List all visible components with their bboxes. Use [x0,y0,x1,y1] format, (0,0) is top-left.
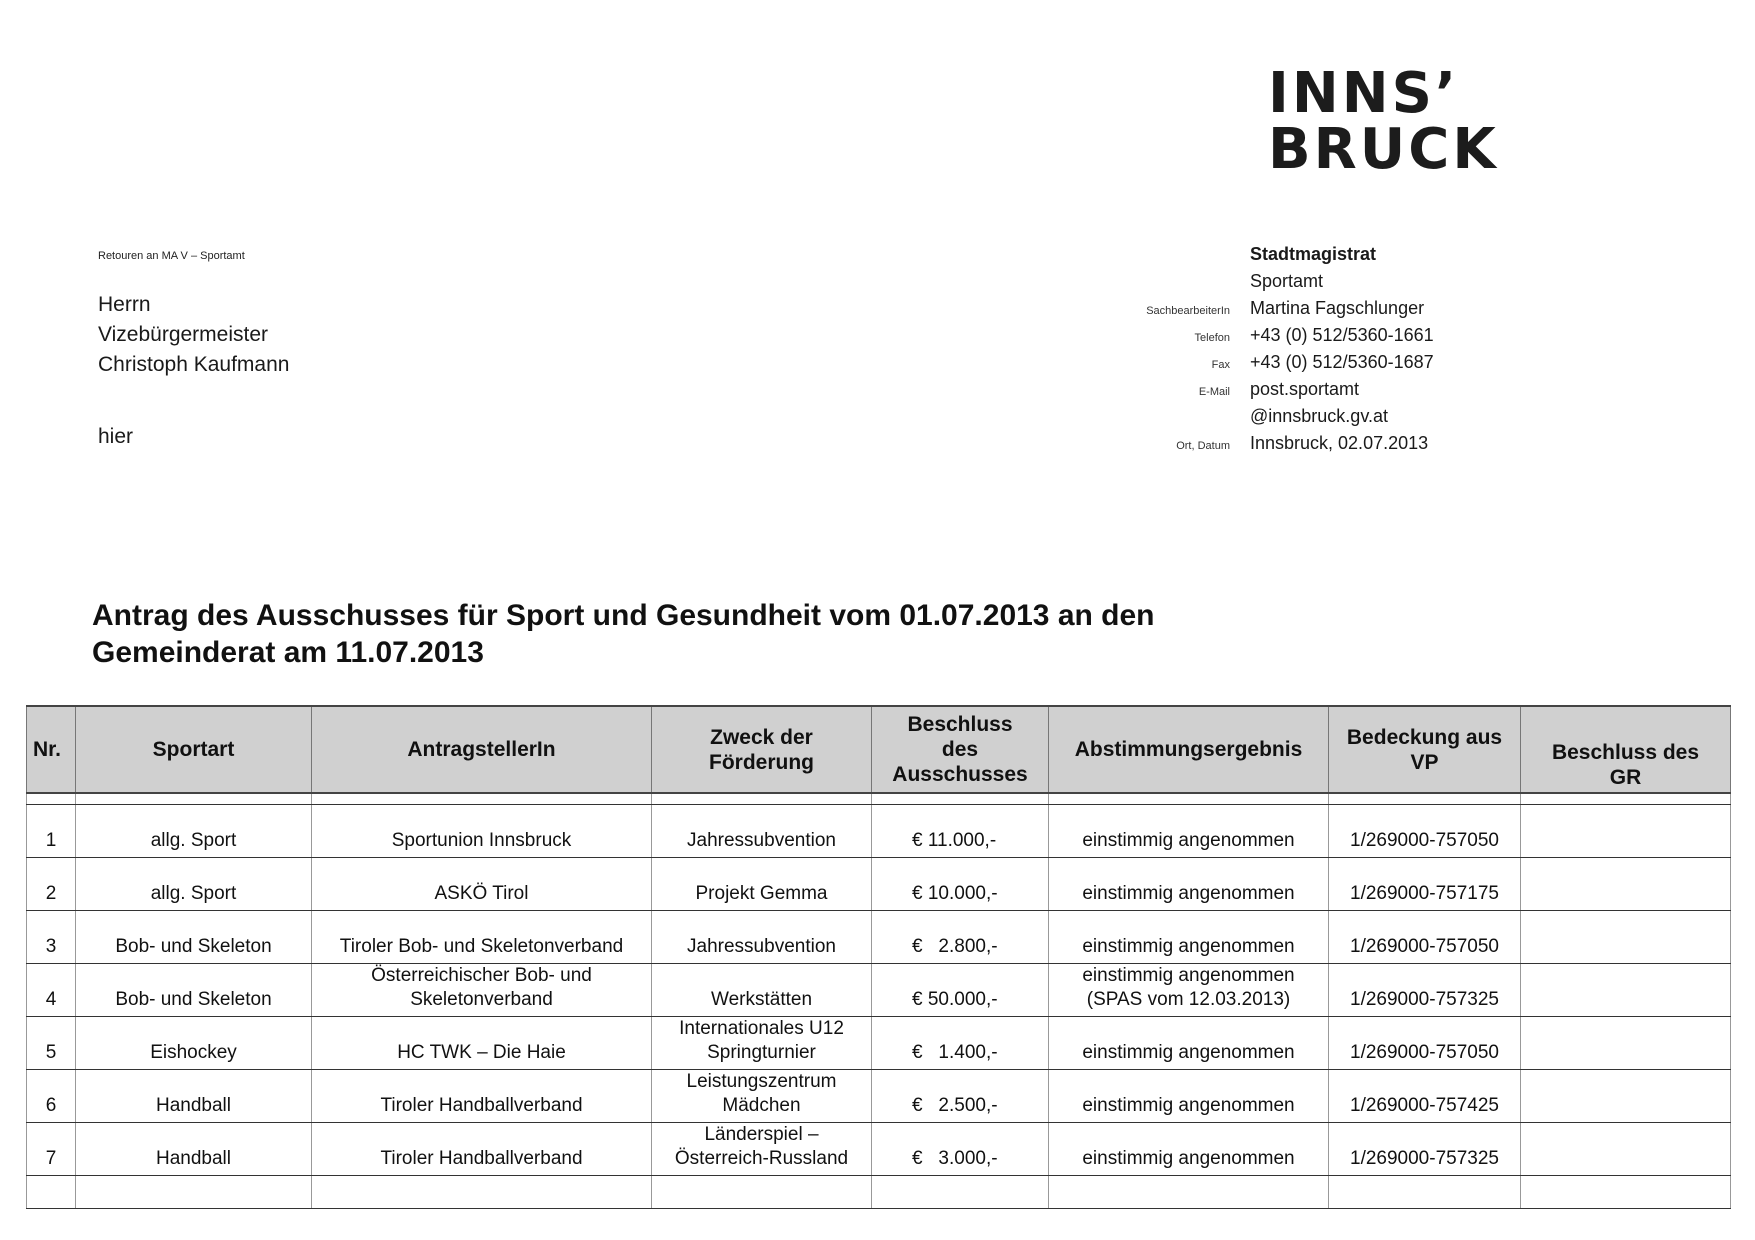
cell-abstimmung: einstimmig angenommen [1049,1017,1329,1070]
cell-bedeckung: 1/269000-757050 [1329,911,1521,964]
cell-antragsteller: Tiroler Handballverband [312,1070,652,1123]
sender-value: Martina Fagschlunger [1250,298,1425,318]
cell-nr: 2 [27,858,76,911]
cell-beschluss-gr [1521,964,1731,1017]
document-title [92,597,1155,671]
cell-antragsteller: HC TWK – Die Haie [312,1017,652,1070]
sender-dept: Sportamt [1250,271,1324,291]
title-line-2: Gemeinderat am 11.07.2013 [92,636,484,669]
return-address: Retouren an MA V – Sportamt [98,250,245,262]
innsbruck-logo [1268,61,1499,182]
table-empty-row [27,1176,1731,1209]
sender-label: Ort, Datum [1176,440,1230,452]
cell-zweck: Jahressubvention [652,911,872,964]
sender-label: SachbearbeiterIn [1146,305,1230,317]
cell-nr: 7 [27,1123,76,1176]
header-zweck: Zweck der Förderung [652,706,872,793]
cell-antragsteller: Tiroler Handballverband [312,1123,652,1176]
sender-value: +43 (0) 512/5360-1661 [1250,325,1434,345]
header-beschluss-gr: Beschluss des GR [1521,706,1731,793]
cell-antragsteller: ASKÖ Tirol [312,858,652,911]
cell-betrag: € 3.000,- [872,1123,1049,1176]
table-row [27,964,1731,1017]
cell-nr: 4 [27,964,76,1017]
header-bedeckung: Bedeckung aus VP [1329,706,1521,793]
cell-bedeckung: 1/269000-757425 [1329,1070,1521,1123]
cell-zweck: Jahressubvention [652,805,872,858]
cell-zweck: Leistungszentrum Mädchen [652,1070,872,1123]
cell-sportart: allg. Sport [76,858,312,911]
cell-betrag: € 2.500,- [872,1070,1049,1123]
cell-sportart: Handball [76,1070,312,1123]
sender-value: @innsbruck.gv.at [1250,406,1388,426]
cell-beschluss-gr [1521,1123,1731,1176]
cell-betrag: € 2.800,- [872,911,1049,964]
recipient-block [98,290,289,380]
cell-bedeckung: 1/269000-757050 [1329,805,1521,858]
title-line-1: Antrag des Ausschusses für Sport und Gesundheit vom 01.07.2013 an den [92,599,1155,632]
cell-abstimmung: einstimmig angenommen [1049,911,1329,964]
cell-bedeckung: 1/269000-757325 [1329,1123,1521,1176]
recipient-location: hier [98,425,134,448]
cell-beschluss-gr [1521,1017,1731,1070]
cell-betrag: € 1.400,- [872,1017,1049,1070]
sender-row [1060,433,1480,460]
logo-line-2: BRUCK [1268,117,1499,182]
cell-beschluss-gr [1521,858,1731,911]
table-row [27,1070,1731,1123]
cell-abstimmung: einstimmig angenommen [1049,1123,1329,1176]
cell-sportart: Bob- und Skeleton [76,911,312,964]
cell-beschluss-gr [1521,805,1731,858]
sender-value: post.sportamt [1250,379,1360,399]
logo-line-1: INNS’ [1268,61,1460,126]
sender-row [1060,352,1480,379]
cell-bedeckung: 1/269000-757325 [1329,964,1521,1017]
header-abstimmung: Abstimmungsergebnis [1049,706,1329,793]
cell-beschluss-gr [1521,911,1731,964]
table-row [27,858,1731,911]
cell-sportart: Handball [76,1123,312,1176]
cell-abstimmung: einstimmig angenommen [1049,805,1329,858]
cell-sportart: allg. Sport [76,805,312,858]
cell-betrag: € 50.000,- [872,964,1049,1017]
cell-antragsteller: Österreichischer Bob- und Skeletonverband [312,964,652,1017]
table-row [27,911,1731,964]
cell-bedeckung: 1/269000-757050 [1329,1017,1521,1070]
table-header-row [27,706,1731,793]
sender-block [1060,244,1480,460]
sender-label: Fax [1211,359,1230,371]
sender-org: Stadtmagistrat [1250,244,1377,264]
cell-nr: 3 [27,911,76,964]
sender-row [1060,379,1480,406]
cell-zweck: Internationales U12 Springturnier [652,1017,872,1070]
header-antragsteller: AntragstellerIn [312,706,652,793]
cell-bedeckung: 1/269000-757175 [1329,858,1521,911]
sender-row [1060,298,1480,325]
table-row [27,1123,1731,1176]
table-row [27,805,1731,858]
cell-antragsteller: Sportunion Innsbruck [312,805,652,858]
header-beschluss-ausschuss: Beschluss des Ausschusses [872,706,1049,793]
table-spacer-row [27,793,1731,805]
sender-row [1060,406,1480,433]
sender-org-row [1060,244,1480,271]
cell-sportart: Eishockey [76,1017,312,1070]
cell-nr: 6 [27,1070,76,1123]
cell-betrag: € 10.000,- [872,858,1049,911]
sender-row [1060,325,1480,352]
cell-zweck: Werkstätten [652,964,872,1017]
cell-sportart: Bob- und Skeleton [76,964,312,1017]
cell-beschluss-gr [1521,1070,1731,1123]
sender-label: E-Mail [1198,386,1230,398]
recipient-name: Christoph Kaufmann [98,353,290,376]
cell-abstimmung: einstimmig angenommen [1049,1070,1329,1123]
sender-value: Innsbruck, 02.07.2013 [1250,433,1429,453]
header-nr: Nr. [27,706,76,793]
cell-abstimmung: einstimmig angenommen [1049,858,1329,911]
recipient-title: Vizebürgermeister [98,323,269,346]
funding-table [26,705,1731,1209]
cell-abstimmung: einstimmig angenommen (SPAS vom 12.03.2013) [1049,964,1329,1017]
cell-zweck: Projekt Gemma [652,858,872,911]
cell-betrag: € 11.000,- [872,805,1049,858]
cell-nr: 5 [27,1017,76,1070]
cell-antragsteller: Tiroler Bob- und Skeletonverband [312,911,652,964]
table-row [27,1017,1731,1070]
recipient-salutation: Herrn [98,293,151,316]
sender-dept-row [1060,271,1480,298]
header-sportart: Sportart [76,706,312,793]
cell-zweck: Länderspiel – Österreich-Russland [652,1123,872,1176]
cell-nr: 1 [27,805,76,858]
sender-label: Telefon [1194,332,1230,344]
sender-value: +43 (0) 512/5360-1687 [1250,352,1434,372]
